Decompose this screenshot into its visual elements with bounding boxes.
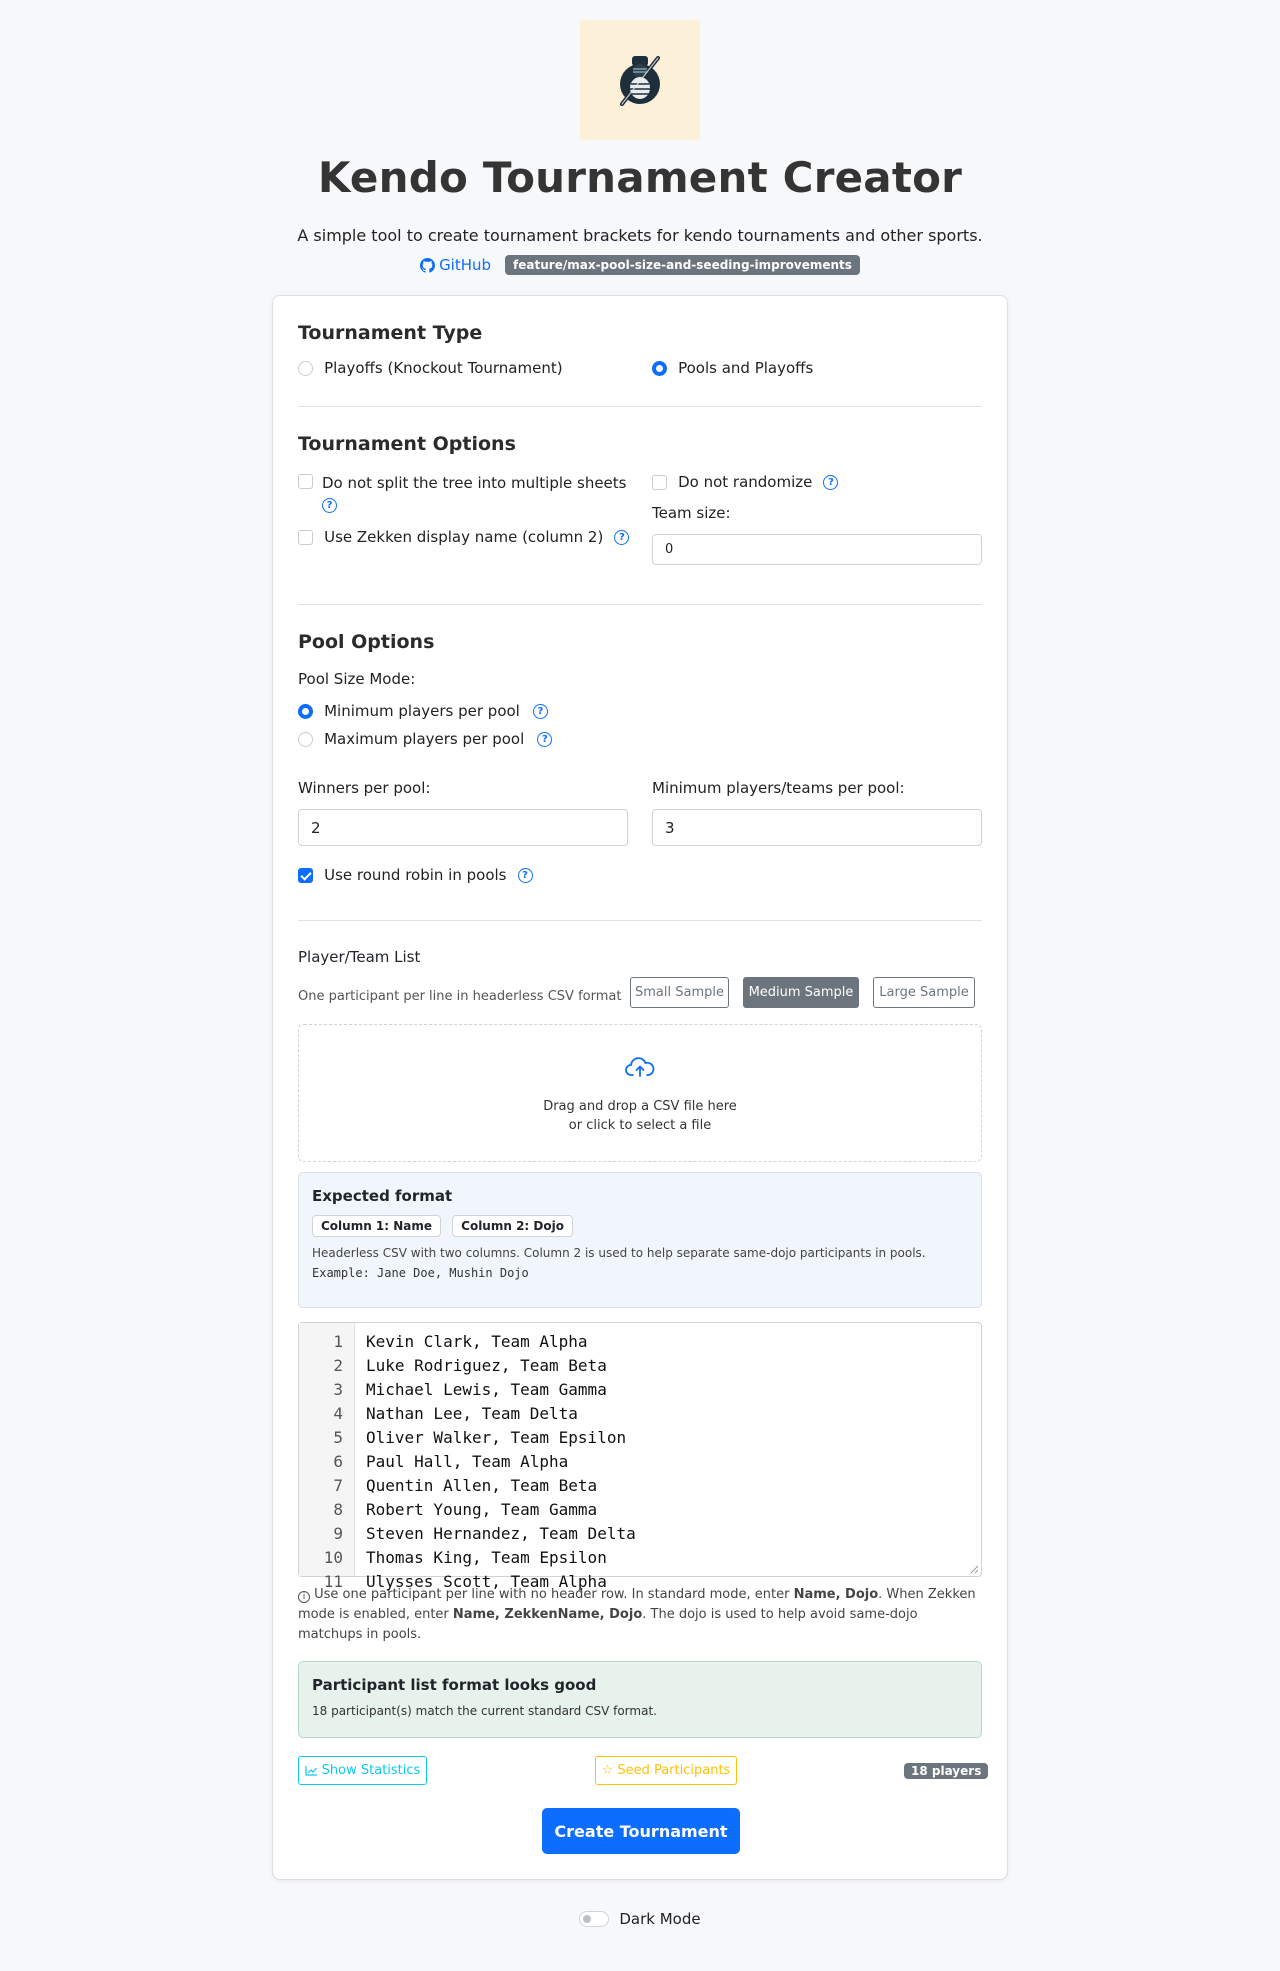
seed-participants-label: Seed Participants (617, 1763, 731, 1778)
min-players-help-icon[interactable]: ? (533, 704, 548, 719)
radio-playoffs[interactable] (298, 358, 563, 377)
radio-playoffs-control[interactable] (298, 361, 313, 376)
editor-line[interactable]: 9 Steven Hernandez, Team Delta (333, 1524, 636, 1543)
validation-success-desc: 18 participant(s) match the current standard CSV format. (312, 1704, 657, 1718)
radio-min-players-label: Minimum players per pool (324, 702, 520, 720)
option-no-split[interactable] (298, 472, 638, 516)
editor-line[interactable]: 10 Thomas King, Team Epsilon (323, 1548, 607, 1567)
editor-line[interactable]: 6 Paul Hall, Team Alpha (333, 1452, 569, 1471)
radio-pools-and-playoffs[interactable] (652, 358, 813, 377)
editor-line[interactable]: 3 Michael Lewis, Team Gamma (333, 1380, 607, 1399)
editor-line[interactable]: 8 Robert Young, Team Gamma (333, 1500, 598, 1519)
github-link[interactable] (420, 256, 491, 274)
resize-handle-icon[interactable] (969, 1564, 979, 1574)
radio-playoffs-label: Playoffs (Knockout Tournament) (324, 359, 563, 377)
zekken-checkbox[interactable] (298, 530, 313, 545)
radio-max-players[interactable] (298, 729, 552, 748)
zekken-help-icon[interactable]: ? (614, 530, 629, 545)
divider (298, 604, 982, 605)
dropzone-line-2: or click to select a file (568, 1118, 712, 1133)
format-col2-badge: Column 2: Dojo (452, 1215, 573, 1237)
info-icon: i (298, 1591, 310, 1603)
page-title: Kendo Tournament Creator (317, 153, 963, 202)
expected-format-box (298, 1172, 982, 1308)
option-zekken[interactable] (298, 527, 629, 546)
format-col1-badge: Column 1: Name (312, 1215, 441, 1237)
small-sample-button[interactable]: Small Sample (630, 977, 729, 1008)
kendo-armor-icon (608, 48, 672, 112)
player-list-help: One participant per line in headerless CSV format (298, 989, 622, 1004)
max-players-help-icon[interactable]: ? (537, 732, 552, 747)
github-icon (420, 258, 435, 273)
round-robin-help-icon[interactable]: ? (518, 868, 533, 883)
csv-dropzone[interactable] (298, 1024, 982, 1162)
no-randomize-label: Do not randomize (678, 473, 813, 491)
pool-size-mode-label: Pool Size Mode: (298, 670, 416, 688)
cloud-upload-icon (625, 1055, 655, 1079)
dark-mode-label: Dark Mode (619, 1910, 701, 1928)
tournament-form-card (272, 295, 1008, 1880)
medium-sample-button[interactable]: Medium Sample (743, 977, 859, 1008)
editor-line[interactable]: 1 Kevin Clark, Team Alpha (333, 1332, 588, 1351)
no-split-help-icon[interactable]: ? (322, 498, 337, 513)
winners-per-pool-label: Winners per pool: (298, 779, 431, 797)
validation-success-box (298, 1661, 982, 1738)
no-split-label: Do not split the tree into multiple sheets (322, 474, 627, 492)
page-header (0, 0, 1280, 275)
radio-pools-label: Pools and Playoffs (678, 359, 814, 377)
pool-options-title: Pool Options (298, 631, 435, 653)
round-robin-checkbox[interactable] (298, 868, 313, 883)
round-robin-label: Use round robin in pools (324, 866, 507, 884)
large-sample-button[interactable]: Large Sample (873, 977, 975, 1008)
min-players-per-pool-input[interactable]: 3 (652, 809, 982, 846)
expected-format-desc: Headerless CSV with two columns. Column 2 is used to help separate same-dojo participants in pools. (312, 1246, 926, 1260)
format-hint: i Use one participant per line with no header row. In standard mode, enter Name, Dojo. When Zekken mode is enabled, enter Name, ZekkenName, Dojo. The dojo is used to help avoid same-dojo matchups in pools. (298, 1587, 976, 1642)
divider (298, 920, 982, 921)
radio-max-players-label: Maximum players per pool (324, 730, 525, 748)
page-subtitle: A simple tool to create tournament brackets for kendo tournaments and other sports. (297, 226, 983, 245)
player-count-badge: 18 players (904, 1763, 988, 1779)
winners-per-pool-input[interactable]: 2 (298, 809, 628, 846)
repo-meta (0, 255, 1280, 275)
show-statistics-button[interactable] (298, 1756, 427, 1785)
option-round-robin[interactable] (298, 865, 533, 884)
zekken-label: Use Zekken display name (column 2) (324, 528, 604, 546)
player-list-label: Player/Team List (298, 948, 421, 966)
branch-badge: feature/max-pool-size-and-seeding-improvements (505, 255, 860, 275)
participant-editor[interactable] (298, 1322, 982, 1591)
create-tournament-button[interactable]: Create Tournament (542, 1808, 740, 1854)
editor-line[interactable]: 11 Ulysses Scott, Team Alpha (323, 1572, 607, 1591)
seed-participants-button[interactable] (595, 1756, 737, 1785)
no-randomize-help-icon[interactable]: ? (823, 475, 838, 490)
radio-min-players[interactable] (298, 701, 548, 720)
divider (298, 406, 982, 407)
tournament-type-title: Tournament Type (298, 322, 483, 344)
show-statistics-label: Show Statistics (321, 1763, 421, 1778)
star-icon: ☆ (601, 1763, 614, 1778)
validation-success-title: Participant list format looks good (312, 1676, 597, 1694)
editor-line[interactable]: 2 Luke Rodriguez, Team Beta (333, 1356, 607, 1375)
github-label: GitHub (439, 256, 492, 274)
no-randomize-checkbox[interactable] (652, 475, 667, 490)
radio-min-players-control[interactable] (298, 704, 313, 719)
expected-format-title: Expected format (312, 1187, 453, 1205)
no-split-checkbox[interactable] (298, 474, 313, 489)
expected-format-example: Example: Jane Doe, Mushin Dojo (312, 1266, 529, 1280)
team-size-label: Team size: (652, 504, 731, 522)
editor-line[interactable]: 7 Quentin Allen, Team Beta (333, 1476, 598, 1495)
option-no-randomize[interactable] (652, 472, 838, 491)
tournament-options-title: Tournament Options (298, 433, 516, 455)
logo (580, 20, 700, 140)
team-size-input[interactable]: 0 (652, 534, 982, 565)
chart-line-icon (305, 1765, 318, 1776)
radio-max-players-control[interactable] (298, 732, 313, 747)
dark-mode-toggle-row (0, 1910, 1280, 1928)
editor-line[interactable]: 5 Oliver Walker, Team Epsilon (333, 1428, 627, 1447)
editor-line[interactable]: 4 Nathan Lee, Team Delta (333, 1404, 578, 1423)
min-players-per-pool-label: Minimum players/teams per pool: (652, 779, 905, 797)
dropzone-line-1: Drag and drop a CSV file here (543, 1099, 737, 1114)
radio-pools-control[interactable] (652, 361, 667, 376)
dark-mode-switch[interactable] (579, 1911, 609, 1927)
